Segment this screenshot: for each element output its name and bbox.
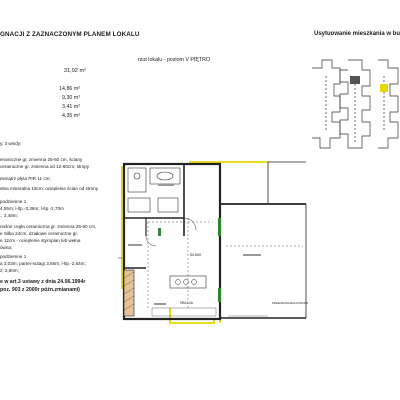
spec-line: nośne cegła ceramiczna gr. zmienna 25-60 cm, bbox=[0, 224, 97, 229]
room-label: 5RA1-0A bbox=[180, 301, 193, 305]
plan-caption: rzut lokalu - poziom V PIĘTRO bbox=[138, 57, 211, 63]
header-title: GNACJI Z ZAZNACZONYM PLANEM LOKALU bbox=[0, 31, 140, 38]
spec-line: 4,55m; l-ltp.-3,36m; l-ltp.-2,70m bbox=[0, 206, 64, 211]
spec-line: ż; 2,80m; bbox=[0, 268, 19, 273]
area-row: 4,35 m² bbox=[62, 113, 80, 119]
spec-bold-line: poz. 903 z 2000r późn.zmianami) bbox=[0, 287, 80, 293]
area-row: 9,30 m² bbox=[62, 95, 80, 101]
spec-line: podziemne 1 bbox=[0, 254, 27, 259]
area-row: 14,86 m² bbox=[59, 86, 80, 92]
spec-line: eramiczne gr. zmienna 25-60 cm, ściany bbox=[0, 157, 83, 162]
spec-line: ewnątrz płyta PIR 11 cm; bbox=[0, 176, 51, 181]
area-row: 3,41 m² bbox=[62, 104, 80, 110]
spec-bold-line: e w art.3 ustawy z dnia 24.06.1994r bbox=[0, 279, 86, 285]
spec-line: y, 3 windy; bbox=[0, 141, 22, 146]
spec-line: ówna; bbox=[0, 245, 13, 250]
floor-plan-drawing bbox=[118, 158, 308, 328]
spec-line: e Silka 24cm, działowe ceramiczne gr. bbox=[0, 231, 78, 236]
spec-line: ceramiczne gr. zmienna od 12-60cm; stropy bbox=[0, 164, 90, 169]
building-key-plan bbox=[310, 56, 400, 151]
header-location-title: Usytuowanie mieszkania w bu bbox=[314, 31, 400, 37]
spec-line: podziemne 1 bbox=[0, 199, 27, 204]
area-total: 31,92 m² bbox=[63, 68, 86, 74]
room-label: 80-83H bbox=[190, 253, 202, 257]
spec-line: .; 2,48m; bbox=[0, 213, 18, 218]
spec-line: e 12cm - ocieplenie styropian lub wełna bbox=[0, 238, 81, 243]
spec-line: a 3,03m; parter-sutagi 3,66m; l-ltp.-2,64m; bbox=[0, 261, 86, 266]
room-label: PRZEGRODA BALKONOWA bbox=[272, 301, 308, 305]
spec-line: ełna mineralna 18cm; ocieplenie ścian od strony bbox=[0, 186, 99, 191]
